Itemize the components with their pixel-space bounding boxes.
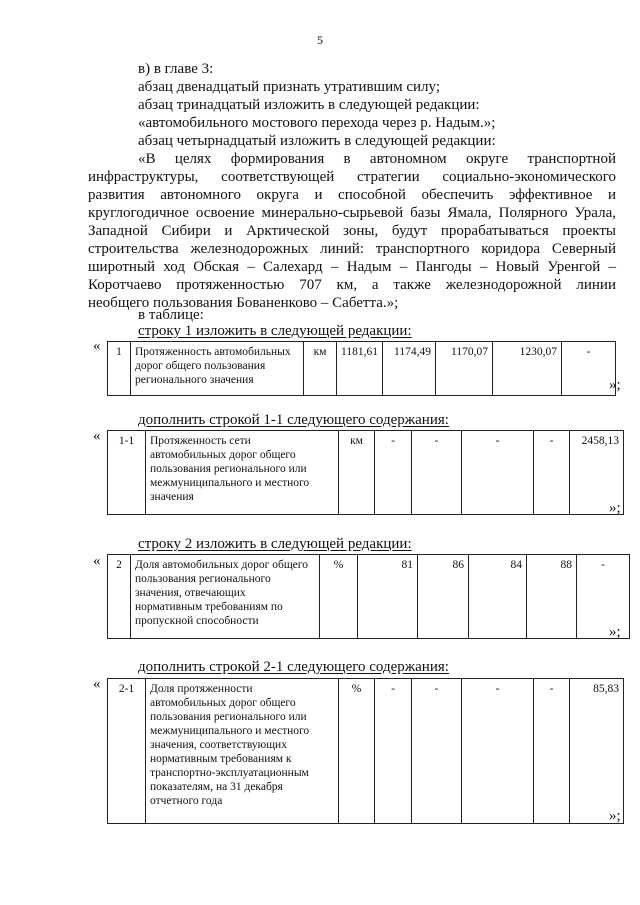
row-name — [146, 679, 339, 824]
name-line: пользования регионального или — [150, 463, 307, 475]
section-label: строку 1 изложить в следующей редакции: — [138, 323, 412, 339]
close-quote: »; — [609, 500, 621, 516]
paragraph-line: широтный ход Обская – Салехард – Надым – Пангоды – Новый Уренгой – — [88, 259, 616, 275]
unit-cell: км — [304, 342, 337, 396]
paragraph-line: инфраструктуры, соответствующей стратегии социально-экономического — [88, 169, 616, 185]
section-label: дополнить строкой 1-1 следующего содержания: — [138, 412, 449, 428]
value-cell: - — [534, 679, 570, 824]
name-line: значения — [150, 491, 194, 503]
paragraph-line: развития автономного округа и способной обеспечить эффективное и — [88, 187, 616, 203]
open-quote: « — [93, 338, 101, 354]
value-cell: 1230,07 — [493, 342, 562, 396]
name-line: показателям, на 31 декабря — [150, 781, 283, 793]
paragraph-line: круглогодичное освоение минерально-сырьевой базы Ямала, Полярного Урала, — [88, 205, 616, 221]
value-cell: 2458,13 — [570, 431, 624, 515]
name-line: пропускной способности — [135, 615, 259, 627]
value-cell: 81 — [358, 555, 418, 639]
in-table-line: в таблице: — [138, 307, 204, 323]
close-quote: »; — [609, 808, 621, 824]
value-cell: - — [562, 342, 616, 396]
name-line: пользования регионального или — [150, 711, 307, 723]
value-cell: - — [577, 555, 630, 639]
name-line: Протяженность сети — [150, 435, 251, 447]
quoted-paragraph — [88, 150, 616, 312]
value-cell: - — [534, 431, 570, 515]
value-cell: - — [375, 431, 412, 515]
page-number: 5 — [317, 33, 323, 47]
row-number: 1 — [108, 342, 131, 396]
value-cell: - — [412, 431, 462, 515]
name-line: отчетного года — [150, 795, 223, 807]
paragraph-line: необщего пользования Бованенково – Сабетта.»; — [88, 295, 399, 311]
value-cell: - — [462, 431, 534, 515]
name-line: нормативным требованиям к — [150, 753, 292, 765]
value-cell: 1174,49 — [383, 342, 436, 396]
value-cell: 1181,61 — [337, 342, 383, 396]
section-label: дополнить строкой 2-1 следующего содержания: — [138, 659, 449, 675]
name-line: автомобильных дорог общего — [150, 449, 296, 461]
unit-cell: % — [339, 679, 375, 824]
name-line: значения, отвечающих — [135, 587, 246, 599]
paragraph-line: Коротчаево протяженностью 707 км, а также железнодорожной линии — [88, 277, 616, 293]
name-line: Протяженность автомобильных — [135, 346, 291, 358]
row-name — [146, 431, 339, 515]
open-quote: « — [93, 676, 101, 692]
name-line: нормативным требованиям по — [135, 601, 283, 613]
section-label: строку 2 изложить в следующей редакции: — [138, 536, 412, 552]
intro-line: абзац тринадцатый изложить в следующей редакции: — [138, 97, 480, 113]
intro-line: «автомобильного мостового перехода через р. Надым.»; — [138, 115, 496, 131]
table-row-1 — [107, 341, 616, 396]
value-cell: - — [412, 679, 462, 824]
row-name — [131, 342, 304, 396]
value-cell: 88 — [527, 555, 577, 639]
intro-line: в) в главе 3: — [138, 61, 214, 77]
close-quote: »; — [609, 377, 621, 393]
table-row-2 — [107, 554, 630, 639]
name-line: Доля протяженности — [150, 683, 253, 695]
unit-cell: % — [320, 555, 358, 639]
name-line: транспортно-эксплуатационным — [150, 767, 309, 779]
row-number: 1-1 — [108, 431, 146, 515]
name-line: значения, соответствующих — [150, 739, 287, 751]
name-line: пользования регионального — [135, 573, 271, 585]
row-number: 2 — [108, 555, 131, 639]
value-cell: - — [462, 679, 534, 824]
name-line: межмуниципального и местного — [150, 725, 310, 737]
value-cell: 85,83 — [570, 679, 624, 824]
value-cell: 84 — [469, 555, 527, 639]
table-row-2-1 — [107, 678, 624, 824]
name-line: регионального значения — [135, 374, 254, 386]
paragraph-line: Западной Сибири и Арктической зоны, будут прорабатываться проекты — [88, 223, 616, 239]
row-name — [131, 555, 320, 639]
value-cell: 86 — [418, 555, 469, 639]
open-quote: « — [93, 553, 101, 569]
intro-line: абзац двенадцатый признать утратившим силу; — [138, 79, 441, 95]
name-line: дорог общего пользования — [135, 360, 266, 372]
table-row-1-1 — [107, 430, 624, 515]
open-quote: « — [93, 428, 101, 444]
value-cell: 1170,07 — [436, 342, 493, 396]
paragraph-line: «В целях формирования в автономном округе транспортной — [138, 151, 616, 167]
name-line: межмуниципального и местного — [150, 477, 310, 489]
value-cell: - — [375, 679, 412, 824]
name-line: Доля автомобильных дорог общего — [135, 559, 308, 571]
close-quote: »; — [609, 624, 621, 640]
name-line: автомобильных дорог общего — [150, 697, 296, 709]
row-number: 2-1 — [108, 679, 146, 824]
unit-cell: км — [339, 431, 375, 515]
intro-line: абзац четырнадцатый изложить в следующей редакции: — [138, 133, 496, 149]
paragraph-line: строительства железнодорожных линий: транспортного коридора Северный — [88, 241, 616, 257]
